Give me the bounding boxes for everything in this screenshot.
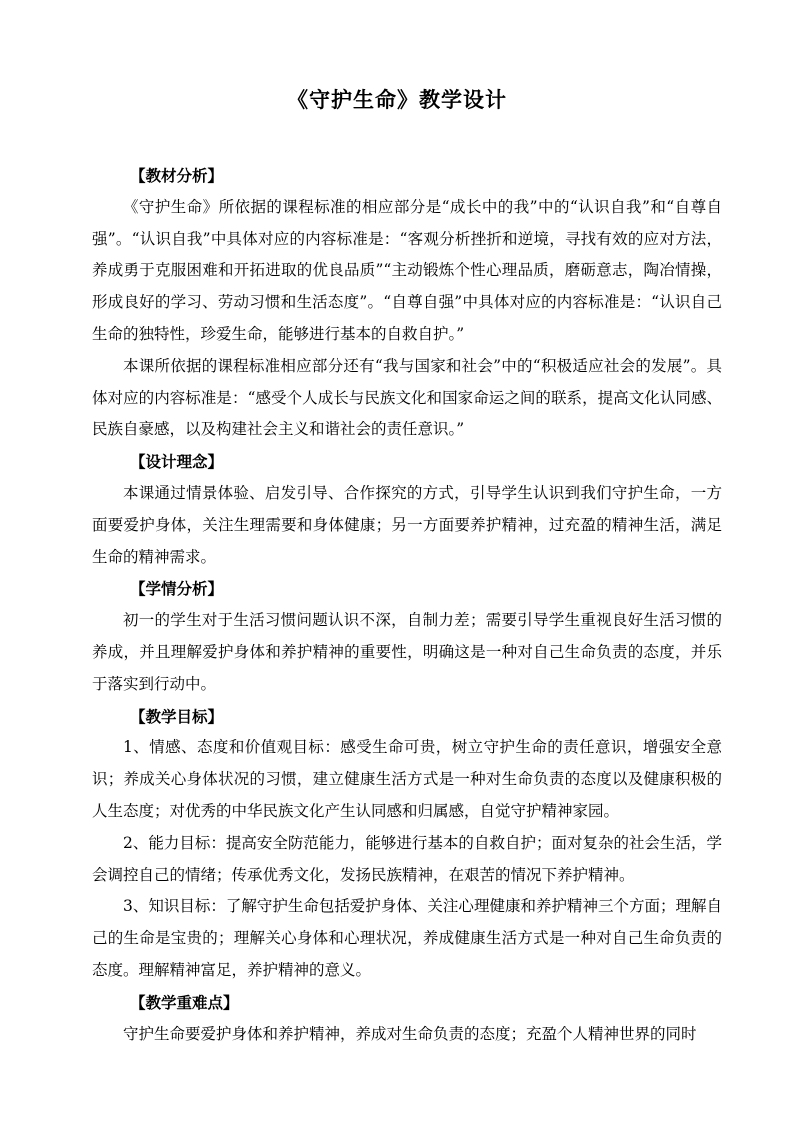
section-heading-student-analysis: 【学情分析】: [130, 579, 224, 599]
paragraph: 3、知识目标：了解守护生命包括爱护身体、关注心理健康和养护精神三个方面；理解自己的生命是宝贵的；理解关心身体和心理状况，养成健康生活方式是一种对自己生命负责的态度。理解精神富足，养护精神的意义。: [92, 897, 722, 979]
paragraph: 1、情感、态度和价值观目标：感受生命可贵，树立守护生命的责任意识，增强安全意识；养成关心身体状况的习惯，建立健康生活方式是一种对生命负责的态度以及健康积极的人生态度；对优秀的中华民族文化产生认同感和归属感，自觉守护精神家园。: [92, 738, 722, 820]
section-heading-teaching-objectives: 【教学目标】: [130, 706, 224, 726]
section-heading-textbook-analysis: 【教材分析】: [130, 166, 224, 185]
paragraph: 守护生命要爱护身体和养护精神，养成对生命负责的态度；充盈个人精神世界的同时: [123, 1024, 697, 1043]
paragraph: 《守护生命》所依据的课程标准的相应部分是“成长中的我”中的“认识自我”和“自尊自强”。“认识自我”中具体对应的内容标准是：“客观分析挫折和逆境，寻找有效的应对方法，养成勇于克服困难和开拓进取的优良品质”“主动锻炼个性心理品质，磨砺意志，陶冶情操，形成良好的学习、劳动习惯和生活态度”。“自尊自强”中具体对应的内容标准是：“认识自己生命的独特性，珍爱生命，能够进行基本的自救自护。”: [92, 197, 722, 343]
document-body: [92, 160, 722, 1050]
paragraph: 初一的学生对于生活习惯问题认识不深，自制力差；需要引导学生重视良好生活习惯的养成，并且理解爱护身体和养护精神的重要性，明确这是一种对自己生命负责的态度，并乐于落实到行动中。: [92, 611, 722, 693]
document-title: 《守护生命》教学设计: [287, 87, 507, 112]
paragraph: 本课通过情景体验、启发引导、合作探究的方式，引导学生认识到我们守护生命，一方面要爱护身体，关注生理需要和身体健康；另一方面要养护精神，过充盈的精神生活，满足生命的精神需求。: [92, 483, 722, 566]
section-heading-key-difficult-points: 【教学重难点】: [130, 992, 239, 1012]
paragraph: 2、能力目标：提高安全防范能力，能够进行基本的自救自护；面对复杂的社会生活，学会调控自己的情绪；传承优秀文化，发扬民族精神，在艰苦的情况下养护精神。: [92, 833, 722, 884]
paragraph: 本课所依据的课程标准相应部分还有“我与国家和社会”中的“积极适应社会的发展”。具体对应的内容标准是：“感受个人成长与民族文化和国家命运之间的联系，提高文化认同感、民族自豪感，以及构建社会主义和谐社会的责任意识。”: [92, 356, 722, 439]
section-heading-design-concept: 【设计理念】: [130, 452, 224, 472]
